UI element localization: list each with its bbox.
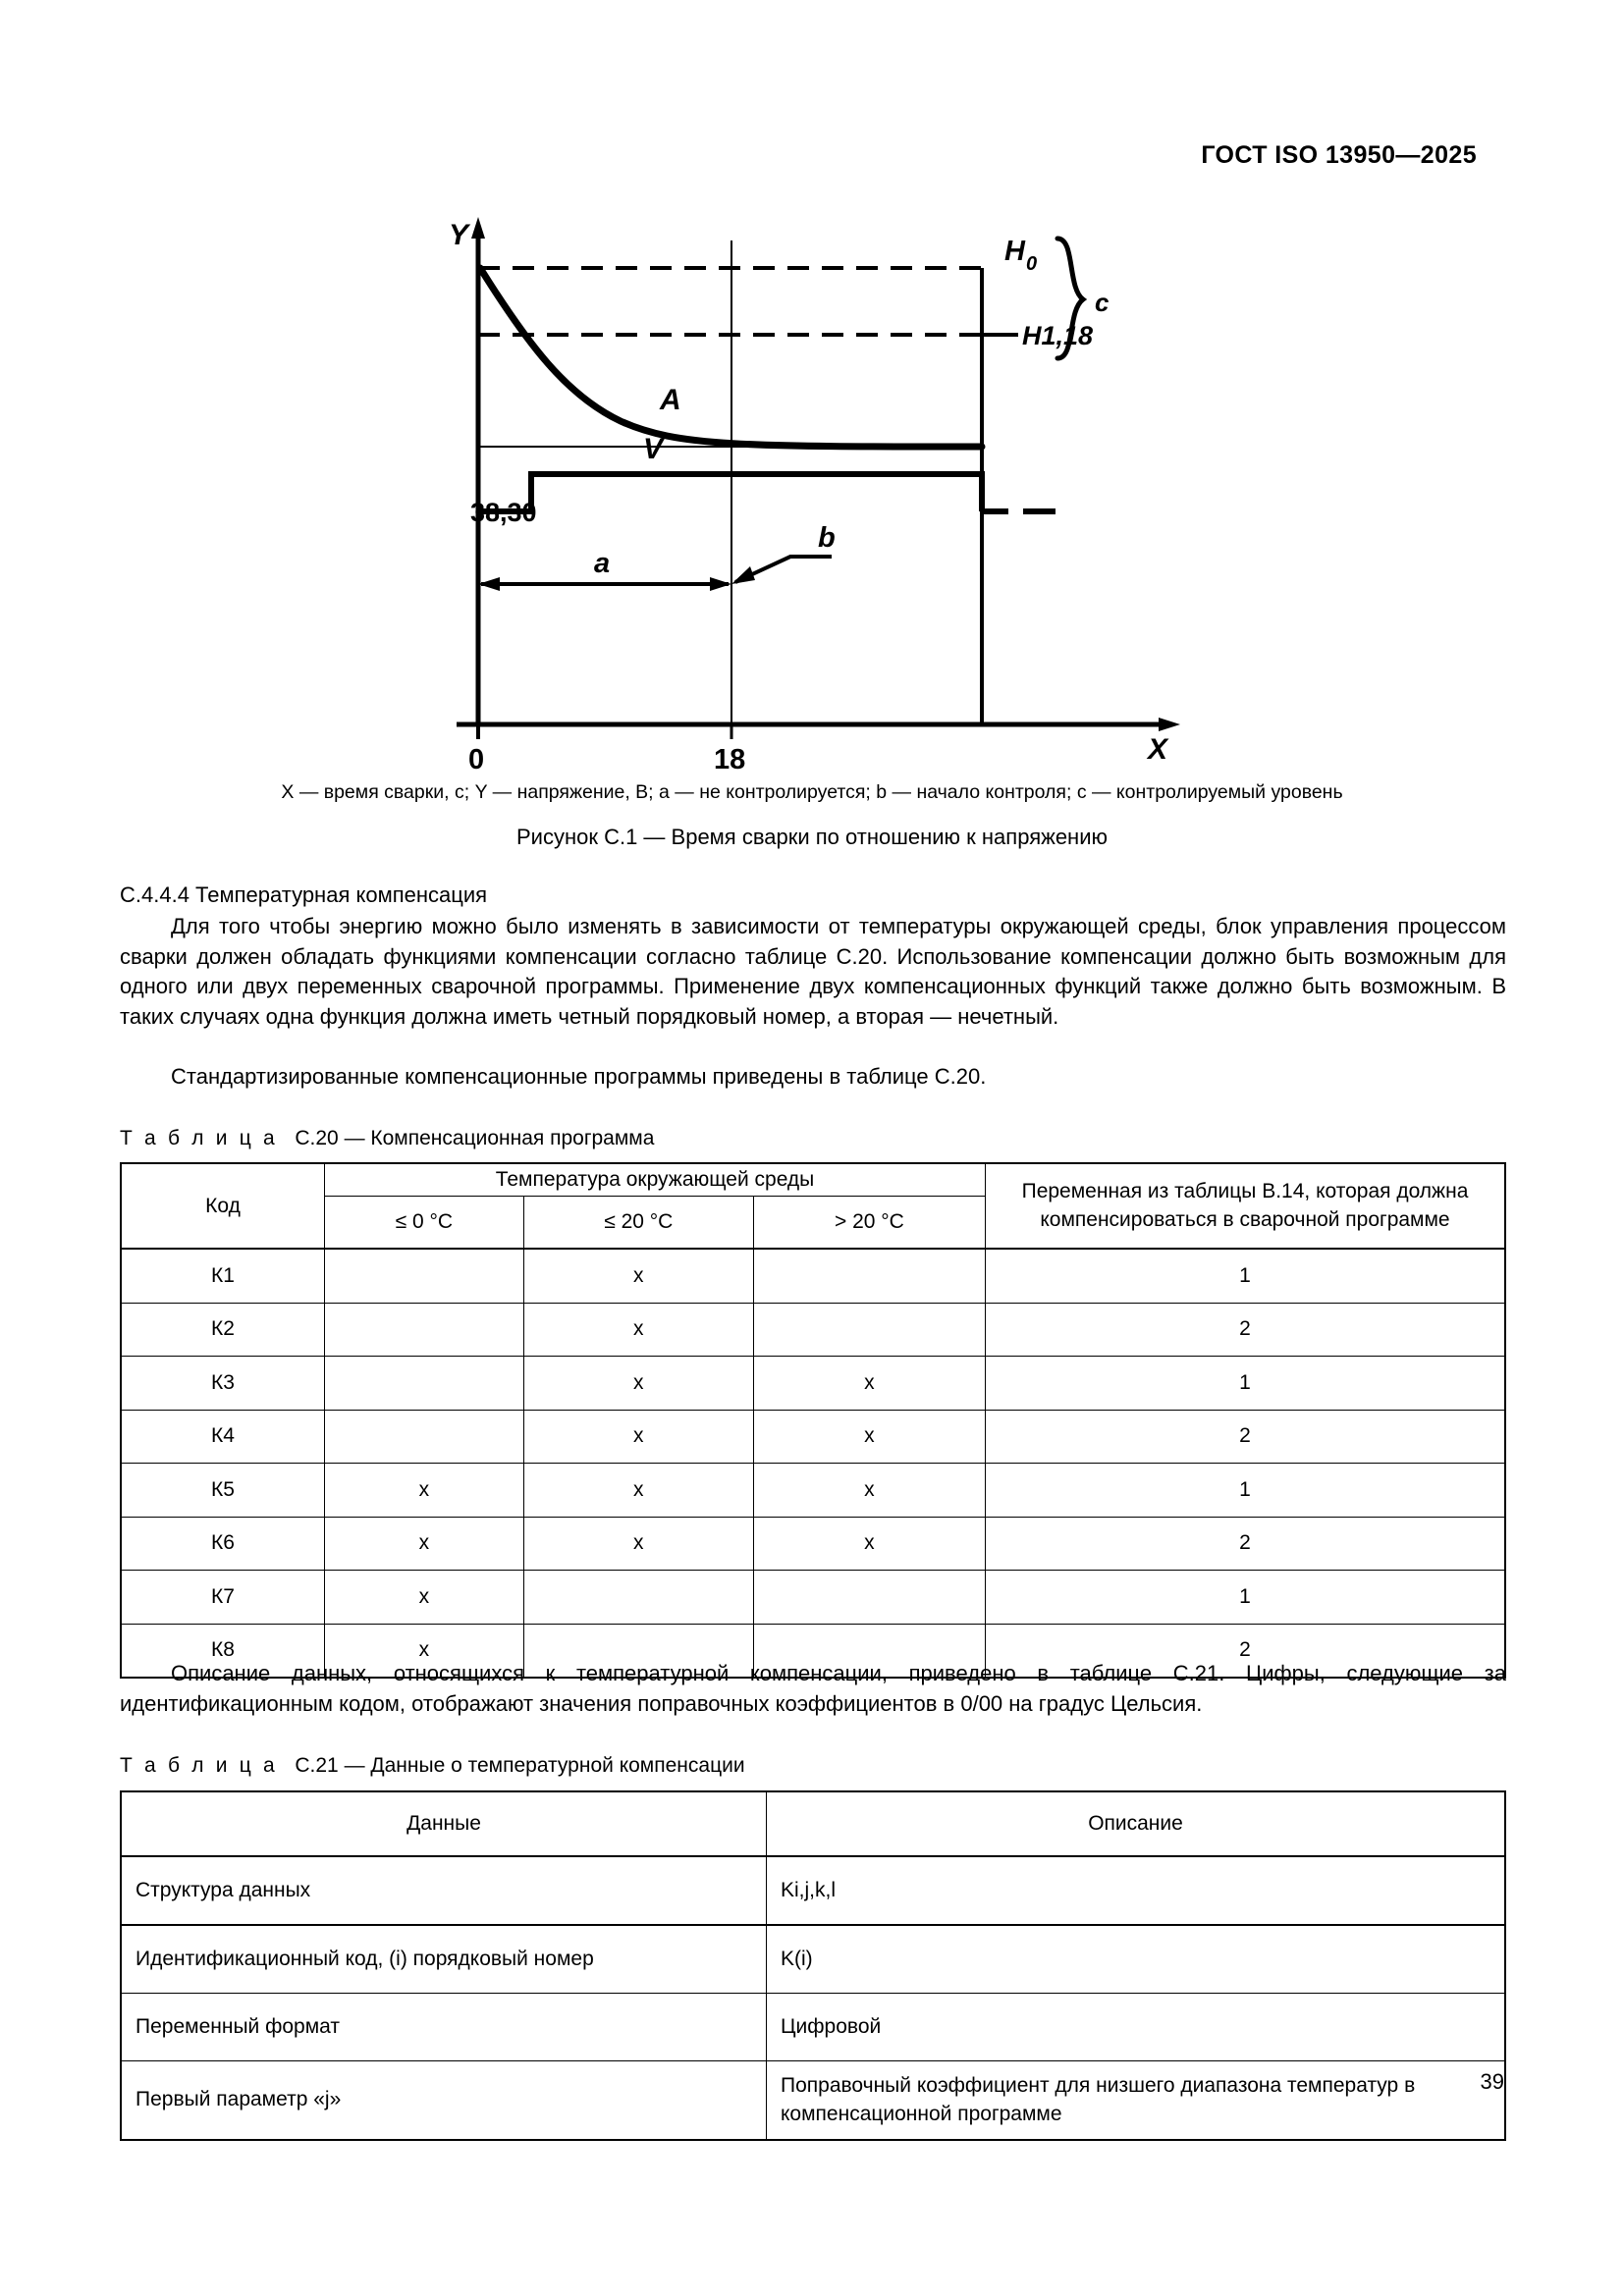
paragraph-standard-programs: Стандартизированные компенсационные программы приведены в таблице С.20. (171, 1064, 987, 1089)
table-c20-body (121, 1249, 1505, 1678)
table-row (121, 1303, 1505, 1357)
x-axis-label: X (1148, 733, 1168, 766)
table-c20-cell-code: К8 (121, 1624, 325, 1678)
table-c20-cell-t0: x (325, 1517, 524, 1571)
table-c20-header-temp-gt20: > 20 °C (753, 1197, 985, 1250)
paragraph-data-description: Описание данных, относящихся к температурной компенсации, приведено в таблице С.21. Цифры, следующие за идентификационным кодом, отображают значения поправочных коэффициентов в 0/00 на градус Цельсия. (120, 1661, 1506, 1716)
x-axis-arrowhead (1159, 718, 1180, 731)
table-c20-header-code: Код (121, 1163, 325, 1249)
table-c20-cell-variable: 1 (986, 1249, 1506, 1303)
table-c21-caption (120, 1754, 745, 1778)
table-row (121, 1994, 1505, 2061)
figure-c1-chart (419, 201, 1205, 780)
table-c20-cell-code: К1 (121, 1249, 325, 1303)
document-header-standard-id: ГОСТ ISO 13950—2025 (1201, 141, 1477, 169)
table-c20-cell-t0: x (325, 1624, 524, 1678)
leader-b-arrowhead (731, 566, 755, 584)
table-c20-cell-tg20 (753, 1249, 985, 1303)
level-label-h0-subscript: 0 (1026, 253, 1038, 275)
table-c20-head (121, 1163, 1505, 1249)
curve-label-v: V (643, 433, 664, 465)
table-c21-header-data: Данные (121, 1791, 767, 1856)
table-c21-cell-description: Поправочный коэффициент для низшего диапазона температур в компенсационной программе (767, 2061, 1506, 2140)
table-c20-cell-code: К5 (121, 1464, 325, 1518)
table-c20-cell-tg20: x (753, 1357, 985, 1411)
table-c20-cell-t20: x (523, 1249, 753, 1303)
table-c21-caption-text: — Данные о температурной компенсации (344, 1754, 745, 1777)
page-number: 39 (1480, 2069, 1504, 2094)
table-row (121, 1925, 1505, 1994)
figure-c1-title: Рисунок С.1 — Время сварки по отношению к напряжению (515, 825, 1108, 849)
table-c20-header-temp-le20: ≤ 20 °C (523, 1197, 753, 1250)
table-row (121, 1571, 1505, 1625)
table-row (121, 2061, 1505, 2140)
table-c20-cell-tg20: x (753, 1410, 985, 1464)
table-c21-header-description: Описание (767, 1791, 1506, 1856)
table-c20-cell-code: К4 (121, 1410, 325, 1464)
table-c20-cell-tg20: x (753, 1517, 985, 1571)
table-c20-cell-t20: x (523, 1410, 753, 1464)
table-c20-header-variable: Переменная из таблицы В.14, которая должна компенсироваться в сварочной программе (986, 1163, 1506, 1249)
level-label-h118: H1,18 (1022, 321, 1094, 350)
table-c20-cell-code: К2 (121, 1303, 325, 1357)
y-axis-label: Y (449, 219, 469, 251)
table-c20-cell-t0: x (325, 1464, 524, 1518)
table-row (121, 1410, 1505, 1464)
table-c20-cell-variable: 2 (986, 1517, 1506, 1571)
figure-c1 (0, 201, 1624, 780)
table-c20-header-temperature-group: Температура окружающей среды (325, 1163, 986, 1197)
figure-c1-legend: X — время сварки, с; Y — напряжение, В; a — не контролируется; b — начало контроля; c — контролируемый уровень (281, 781, 1343, 803)
table-c20-cell-variable: 1 (986, 1571, 1506, 1625)
table-row (121, 1856, 1505, 1925)
table-c20-cell-tg20 (753, 1571, 985, 1625)
table-c20-caption (120, 1127, 654, 1150)
table-c20-cell-t20: x (523, 1464, 753, 1518)
y-axis-arrowhead (471, 217, 485, 239)
table-c21-cell-description: K(i) (767, 1925, 1506, 1994)
table-c20-cell-t0 (325, 1303, 524, 1357)
curve-label-a: A (660, 384, 681, 416)
table-c21-caption-number: С.21 (295, 1754, 339, 1777)
voltage-value-label: 38,30 (470, 498, 537, 527)
table-c20-header-temp-le0: ≤ 0 °C (325, 1197, 524, 1250)
table-c21-cell-data: Первый параметр «j» (121, 2061, 767, 2140)
table-c20-cell-t20 (523, 1571, 753, 1625)
table-c20-cell-t0 (325, 1410, 524, 1464)
table-c21-header-row (121, 1791, 1505, 1856)
table-c21-cell-data: Структура данных (121, 1856, 767, 1925)
table-c20-cell-variable: 2 (986, 1624, 1506, 1678)
table-c21-cell-data: Идентификационный код, (i) порядковый номер (121, 1925, 767, 1994)
table-c20-cell-variable: 1 (986, 1357, 1506, 1411)
table-row (121, 1357, 1505, 1411)
paragraph-temperature-compensation: Для того чтобы энергию можно было изменять в зависимости от температуры окружающей среды, блок управления процессом сварки должен обладать функциями компенсации согласно таблице С.20. Использование компенсации должно быть возможным для одного или двух переменных сварочной программы. Применение двух компенсационных функций также должно быть возможным. В таких случаях одна функция должна иметь четный порядковый номер, а вторая — нечетный. (120, 914, 1506, 1029)
table-c20-cell-code: К7 (121, 1571, 325, 1625)
brace-label-c: c (1095, 288, 1110, 317)
table-c20-cell-t0: x (325, 1571, 524, 1625)
level-label-h0: H (1004, 236, 1025, 267)
span-a-right-arrowhead (710, 577, 731, 591)
table-c21-head (121, 1791, 1505, 1856)
table-c20-header-row-1 (121, 1163, 1505, 1197)
table-c20-cell-code: К3 (121, 1357, 325, 1411)
table-c21-caption-prefix: Т а б л и ц а (120, 1754, 278, 1777)
table-c20-caption-prefix: Т а б л и ц а (120, 1127, 278, 1149)
table-c20-caption-number: С.20 (295, 1127, 339, 1149)
table-c21-body (121, 1856, 1505, 2140)
curve-v-path (478, 474, 982, 511)
table-c20-cell-variable: 2 (986, 1410, 1506, 1464)
leader-label-b: b (818, 522, 836, 554)
table-c20-cell-tg20 (753, 1303, 985, 1357)
table-row (121, 1517, 1505, 1571)
table-row (121, 1464, 1505, 1518)
table-c20-cell-t0 (325, 1249, 524, 1303)
table-c20-cell-t20: x (523, 1303, 753, 1357)
table-c21-cell-description: Цифровой (767, 1994, 1506, 2061)
table-c20-cell-t20: x (523, 1517, 753, 1571)
table-c21 (120, 1790, 1506, 2141)
table-c20-cell-tg20: x (753, 1464, 985, 1518)
x-tick-label-18: 18 (714, 744, 746, 775)
span-a-left-arrowhead (478, 577, 500, 591)
table-c20-cell-variable: 2 (986, 1303, 1506, 1357)
table-c21-cell-data: Переменный формат (121, 1994, 767, 2061)
table-row (121, 1249, 1505, 1303)
table-c20-caption-text: — Компенсационная программа (344, 1127, 655, 1149)
section-heading-c444: С.4.4.4 Температурная компенсация (120, 882, 488, 907)
table-c20-cell-t20: x (523, 1357, 753, 1411)
table-c20-cell-variable: 1 (986, 1464, 1506, 1518)
table-c20 (120, 1162, 1506, 1679)
x-tick-label-0: 0 (468, 744, 485, 775)
table-c21-cell-description: Ki,j,k,l (767, 1856, 1506, 1925)
span-label-a: a (594, 548, 611, 579)
table-c20-cell-t0 (325, 1357, 524, 1411)
table-c20-cell-code: К6 (121, 1517, 325, 1571)
